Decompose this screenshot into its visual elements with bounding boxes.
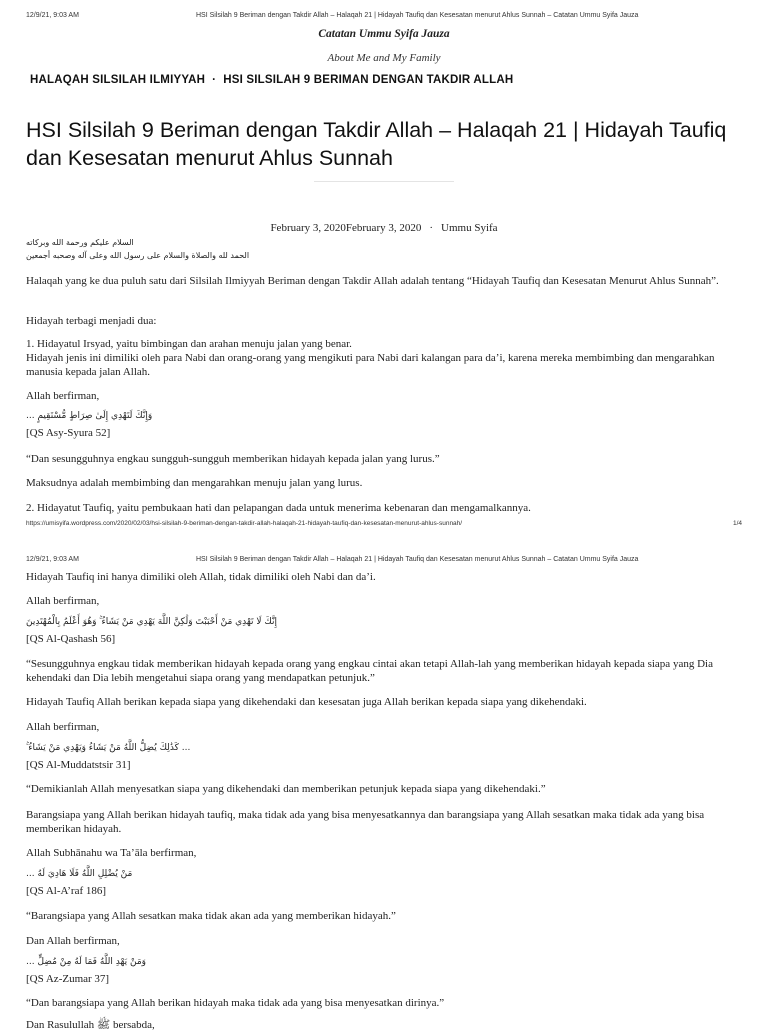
breadcrumb-link-halaqah[interactable]: HALAQAH SILSILAH ILMIYYAH: [30, 74, 206, 86]
meta-separator: ·: [429, 222, 434, 234]
paragraph-dan-allah-berfirman: Dan Allah berfirman,: [26, 935, 120, 947]
hamdalah-arabic: الحمد لله والصلاة والسلام على رسول الله وعلى آله وصحبه أجمعين: [26, 251, 250, 260]
post-date-link[interactable]: February 3, 2020February 3, 2020: [270, 222, 422, 234]
ref-al-araf: [QS Al-A’raf 186]: [26, 885, 107, 897]
ref-al-qashash: [QS Al-Qashash 56]: [26, 633, 116, 645]
print-page-number: 1/4: [732, 520, 742, 527]
paragraph-translation-2: “Sesungguhnya engkau tidak memberikan hidayah kepada orang yang engkau cintai akan tetapi Allah-lah yang memberikan hidayah kepada siapa yang Dia kehendaki dan Dia lebih mengetahui siapa orang yang mendapatkan petunjuk.”: [26, 658, 713, 684]
site-title[interactable]: Catatan Ummu Syifa Jauza: [318, 28, 450, 40]
paragraph-allah-berfirman-3: Allah berfirman,: [26, 721, 100, 733]
ayah-al-qashash: إِنَّكَ لَا تَهْدِي مَنْ أَحْبَبْتَ وَلَٰكِنَّ اللَّهَ يَهْدِي مَنْ يَشَاءُ ۚ وَهُوَ أَعْلَمُ بِالْمُهْتَدِينَ: [26, 617, 278, 627]
post-title: HSI Silsilah 9 Beriman dengan Takdir Allah – Halaqah 21 | Hidayah Taufiq dan Kesesatan menurut Ahlus Sunnah: [26, 118, 727, 170]
breadcrumb: [30, 74, 513, 86]
print-url: https://umisyifa.wordpress.com/2020/02/03/hsi-silsilah-9-beriman-dengan-takdir-allah-halaqah-21-hidayah-taufiq-dan-kesesatan-menurut-ahlus-sunnah/: [26, 520, 463, 527]
paragraph-maksudnya: Maksudnya adalah membimbing dan mengarahkan menuju jalan yang lurus.: [26, 477, 363, 489]
breadcrumb-separator: ·: [212, 74, 217, 86]
post-author-link[interactable]: Ummu Syifa: [441, 222, 498, 234]
paragraph-intro: Halaqah yang ke dua puluh satu dari Silsilah Ilmiyyah Beriman dengan Takdir Allah adalah tentang “Hidayah Taufiq dan Kesesatan Menurut Ahlus Sunnah”.: [26, 275, 719, 287]
paragraph-taufiq-dikehendaki: Hidayah Taufiq Allah berikan kepada siapa yang dikehendaki dan kesesatan juga Allah berikan kepada siapa yang dikehendaki.: [26, 696, 587, 708]
paragraph-taufiq-only-allah: Hidayah Taufiq ini hanya dimiliki oleh Allah, tidak dimiliki oleh Nabi dan da’i.: [26, 571, 376, 583]
print-timestamp: 12/9/21, 9:03 AM: [26, 12, 79, 19]
print-timestamp: 12/9/21, 9:03 AM: [26, 556, 79, 563]
ayah-al-araf: مَنْ يُضْلِلِ اللَّهُ فَلَا هَادِيَ لَهُ ...: [26, 869, 133, 879]
paragraph-hidayah-types: Hidayah terbagi menjadi dua:: [26, 315, 157, 327]
ayah-al-muddatstsir: ... كَذَٰلِكَ يُضِلُّ اللَّهُ مَنْ يَشَاءُ وَيَهْدِي مَنْ يَشَاءُ ۚ: [26, 743, 191, 753]
title-divider: [314, 181, 454, 182]
paragraph-allah-berfirman-1: Allah berfirman,: [26, 390, 100, 402]
ayah-az-zumar: وَمَنْ يَهْدِ اللَّهُ فَمَا لَهُ مِنْ مُضِلٍّ ...: [26, 957, 146, 967]
paragraph-irsyad-title: 1. Hidayatul Irsyad, yaitu bimbingan dan arahan menuju jalan yang benar.: [26, 338, 352, 350]
paragraph-translation-1: “Dan sesungguhnya engkau sungguh-sungguh memberikan hidayah kepada jalan yang lurus.”: [26, 453, 440, 465]
paragraph-barangsiapa: Barangsiapa yang Allah berikan hidayah taufiq, maka tidak ada yang bisa menyesatkannya dan barangsiapa yang Allah sesatkan maka tidak ada yang bisa memberikan hidayah.: [26, 809, 705, 835]
paragraph-translation-3: “Demikianlah Allah menyesatkan siapa yang dikehendaki dan memberikan petunjuk kepada siapa yang dikehendaki.”: [26, 783, 546, 795]
print-title: HSI Silsilah 9 Beriman dengan Takdir Allah – Halaqah 21 | Hidayah Taufiq dan Kesesatan menurut Ahlus Sunnah – Catatan Ummu Syifa Jauza: [196, 12, 639, 19]
salam-arabic: السلام عليكم ورحمة الله وبركاته: [26, 238, 134, 247]
paragraph-taufiq-title: 2. Hidayatut Taufiq, yaitu pembukaan hati dan pelapangan dada untuk menerima kebenaran dan mengamalkannya.: [26, 502, 531, 514]
paragraph-translation-5: “Dan barangsiapa yang Allah berikan hidayah maka tidak ada yang bisa menyesatkan dirinya.”: [26, 997, 445, 1009]
print-header: [0, 12, 768, 26]
site-description: About Me and My Family: [327, 52, 441, 64]
paragraph-translation-4: “Barangsiapa yang Allah sesatkan maka tidak akan ada yang memberikan hidayah.”: [26, 910, 396, 922]
ref-al-muddatstsir: [QS Al-Muddatstsir 31]: [26, 759, 131, 771]
print-title: HSI Silsilah 9 Beriman dengan Takdir Allah – Halaqah 21 | Hidayah Taufiq dan Kesesatan menurut Ahlus Sunnah – Catatan Ummu Syifa Jauza: [196, 556, 639, 563]
post-meta: [0, 222, 768, 234]
print-footer: [0, 520, 768, 532]
paragraph-irsyad-body: Hidayah jenis ini dimiliki oleh para Nabi dan orang-orang yang mengikuti para Nabi dari kalangan para da’i, karena mereka membimbing dan mengarahkan manusia kepada jalan Allah.: [26, 352, 715, 378]
ref-az-zumar: [QS Az-Zumar 37]: [26, 973, 110, 985]
paragraph-allah-subhanahu: Allah Subhānahu wa Ta’āla berfirman,: [26, 847, 197, 859]
ref-asy-syura: [QS Asy-Syura 52]: [26, 427, 111, 439]
breadcrumb-link-silsilah-9[interactable]: HSI SILSILAH 9 BERIMAN DENGAN TAKDIR ALLAH: [223, 74, 514, 86]
paragraph-allah-berfirman-2: Allah berfirman,: [26, 595, 100, 607]
ayah-asy-syura: وَإِنَّكَ لَتَهْدِي إِلَىٰ صِرَاطٍ مُّسْتَقِيمٍ ...: [26, 411, 153, 421]
print-header-page-2: [0, 556, 768, 570]
paragraph-rasulullah-bersabda: Dan Rasulullah ﷺ bersabda,: [26, 1019, 155, 1031]
